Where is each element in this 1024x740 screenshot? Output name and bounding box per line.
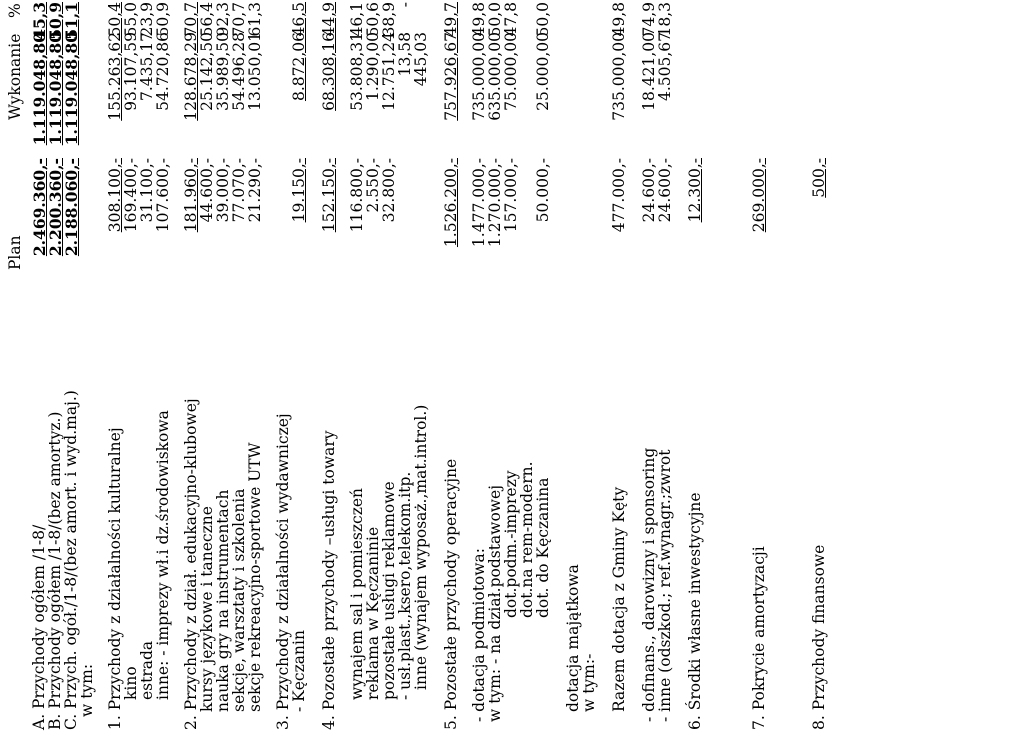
row-plan: 269.000,- — [750, 158, 768, 233]
row-pct: 56,4 — [198, 2, 216, 37]
row-label: kino — [122, 666, 140, 700]
row-plan: 1.270.000,- — [486, 158, 504, 248]
row-wyk: 1.290,00 — [364, 32, 382, 102]
row-wyk: 155.263,62 — [106, 32, 124, 121]
row-label: 5. Pozostałe przychody operacyjne — [442, 458, 460, 730]
row-label: sekcje rekreacyjno-sportowe UTW — [246, 442, 264, 712]
row-plan: 50.000,- — [534, 158, 552, 223]
row-label: wynajem sal i pomieszczeń — [348, 487, 366, 700]
row-wyk: 7.435,17 — [138, 32, 156, 102]
row-wyk: 93.107,59 — [122, 32, 140, 111]
row-pct: 92,3 — [214, 2, 232, 37]
row-pct: 50,4 — [106, 2, 124, 37]
row-label: sekcje, warsztaty i szkolenia — [230, 488, 248, 712]
row-wyk: 54.720,86 — [154, 32, 172, 111]
row-wyk: 13.050,01 — [246, 32, 264, 111]
row-label: - Kęczanin — [290, 630, 308, 712]
row-pct: - — [396, 2, 414, 8]
row-label: pozostałe usługi reklamowe — [380, 481, 398, 700]
row-label: - dofinans., darowizny i sponsoring — [640, 447, 658, 722]
row-label: dot.na rem-modern. — [518, 461, 536, 618]
row-pct: 61,3 — [246, 2, 264, 37]
row-label: - usł.plast.,ksero,telekom.itp. — [396, 471, 414, 700]
row-pct: 50,0 — [486, 2, 504, 37]
row-pct: 45,3 — [30, 2, 49, 40]
row-label: kursy językowe i taneczne — [198, 506, 216, 712]
row-plan: 39.000,- — [214, 158, 232, 223]
row-wyk: 1.119.048,80 — [46, 32, 65, 146]
row-plan: 308.100,- — [106, 158, 124, 233]
row-label: dot.podm.-imprezy — [502, 470, 520, 618]
row-pct: 50,6 — [364, 2, 382, 37]
row-label: 1. Przychody z działalności kulturalnej — [106, 427, 124, 730]
row-wyk: 25.000,00 — [534, 32, 552, 111]
row-plan: 107.600,- — [154, 158, 172, 233]
row-wyk: 25.142,50 — [198, 32, 216, 111]
row-plan: 32.800,- — [380, 158, 398, 223]
row-plan: 2.469.360,- — [30, 158, 49, 257]
row-wyk: 8.872,06 — [290, 32, 308, 102]
row-plan: 19.150,- — [290, 158, 308, 223]
row-wyk: 13,58 — [396, 32, 414, 77]
row-plan: 181.960,- — [182, 158, 200, 233]
row-label: 2. Przychody z dział. edukacyjno-klubowej — [182, 398, 200, 730]
header-wykonanie: Wykonanie — [6, 33, 24, 120]
row-label: A. Przychody ogółem /1-8/ — [30, 524, 48, 730]
row-label: B. Przychody ogółem /1-8/(bez amortyz.) — [46, 411, 64, 730]
row-wyk: 1.119.048,80 — [62, 32, 81, 146]
row-plan: 116.800,- — [348, 158, 366, 233]
row-label: C. Przych. ogół./1-8/(bez amort. i wyd.maj.) — [62, 390, 80, 730]
row-pct: 55,0 — [122, 2, 140, 37]
row-label: w tym:- — [580, 653, 598, 712]
row-plan: 77.070,- — [230, 158, 248, 223]
row-label: Razem dotacja z Gminy Kęty — [610, 486, 628, 712]
row-pct: 46,5 — [290, 2, 308, 37]
row-label: nauka gry na instrumentach — [214, 489, 232, 712]
row-plan: 477.000,- — [610, 158, 628, 233]
row-pct: 49,8 — [610, 2, 628, 37]
row-wyk: 735.000,00 — [610, 32, 628, 121]
row-pct: 50,9 — [46, 2, 65, 40]
row-plan: 1.526.200,- — [442, 158, 460, 248]
row-label: inne: - imprezy wł.i dz.środowiskowa — [154, 410, 172, 700]
row-pct: 50,9 — [154, 2, 172, 37]
row-pct: 23,9 — [138, 2, 156, 37]
row-label: inne (wynajem wyposaż.,mat.introl.) — [412, 404, 430, 690]
row-wyk: 54.496,28 — [230, 32, 248, 111]
row-pct: 47,8 — [502, 2, 520, 37]
header-pct: % — [6, 3, 24, 18]
row-label: - inne (odszkod.; ref.wynagr.;zwrot — [656, 449, 674, 722]
row-wyk: 12.751,24 — [380, 32, 398, 111]
row-wyk: 35.989,50 — [214, 32, 232, 111]
row-pct: 44,9 — [320, 2, 338, 37]
row-label: reklama w Kęczaninie — [364, 526, 382, 700]
row-label: 6. Środki własne inwestycyjne — [686, 492, 704, 730]
row-plan: 24.600,- — [640, 158, 658, 223]
row-wyk: 18.421,00 — [640, 32, 658, 111]
row-plan: 169.400,- — [122, 158, 140, 233]
row-label: 4. Pozostałe przychody –usługi towary — [320, 430, 338, 730]
row-pct: 49,7 — [442, 2, 460, 37]
row-wyk: 4.505,67 — [656, 32, 674, 102]
row-plan: 2.550,- — [364, 158, 382, 213]
row-plan: 500,- — [810, 158, 828, 198]
row-plan: 31.100,- — [138, 158, 156, 223]
row-plan: 21.290,- — [246, 158, 264, 223]
row-pct: 70,7 — [182, 2, 200, 37]
row-wyk: 445,03 — [412, 32, 430, 87]
row-pct: 70,7 — [230, 2, 248, 37]
row-label: 3. Przychody z działalności wydawniczej — [274, 413, 292, 730]
row-label: - dotacja podmiotowa: — [470, 548, 488, 722]
row-plan: 12.300,- — [686, 158, 704, 223]
row-plan: 152.150,- — [320, 158, 338, 233]
header-plan: Plan — [6, 235, 24, 270]
row-label: 7. Pokrycie amortyzacji — [750, 546, 768, 730]
row-label: w tym: — [78, 663, 96, 717]
row-label: 8. Przychody finansowe — [810, 544, 828, 730]
row-wyk: 1.119.048,80 — [30, 32, 49, 146]
row-label: estrada — [138, 640, 156, 700]
row-pct: 46,1 — [348, 2, 366, 37]
row-plan: 44.600,- — [198, 158, 216, 223]
row-pct: 74,9 — [640, 2, 658, 37]
row-label: dotacja majątkowa — [564, 564, 582, 712]
row-wyk: 128.678,29 — [182, 32, 200, 121]
row-wyk: 635.000,00 — [486, 32, 504, 121]
row-pct: 50,0 — [534, 2, 552, 37]
row-wyk: 53.808,31 — [348, 32, 366, 111]
row-wyk: 75.000,00 — [502, 32, 520, 111]
row-pct: 51,1 — [62, 2, 81, 40]
row-pct: 38,9 — [380, 2, 398, 37]
row-plan: 24.600,- — [656, 158, 674, 223]
row-plan: 157.000,- — [502, 158, 520, 233]
row-plan: 1.477.000,- — [470, 158, 488, 248]
row-wyk: 68.308,16 — [320, 32, 338, 111]
row-label: dot. do Kęczanina — [534, 477, 552, 618]
row-plan: 2.200.360,- — [46, 158, 65, 257]
row-pct: 49,8 — [470, 2, 488, 37]
row-wyk: 757.926,67 — [442, 32, 460, 121]
row-pct: 18,3 — [656, 2, 674, 37]
row-wyk: 735.000,00 — [470, 32, 488, 121]
row-label: w tym: - na dział.podstawowej — [486, 484, 504, 722]
row-plan: 2.188.060,- — [62, 158, 81, 257]
